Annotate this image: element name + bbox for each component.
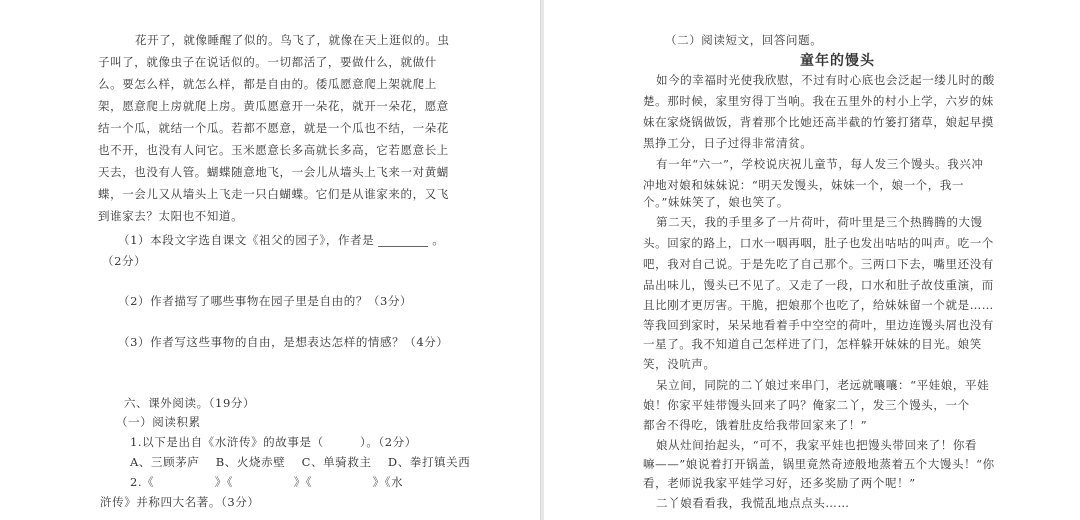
question-1: [118, 233, 444, 247]
story-line: 呆立间，同院的二丫娘过来串门，老远就嚷嚷：“平娃娘，平娃: [656, 378, 990, 392]
story-line: 个。”妹妹笑了，娘也笑了。: [643, 195, 789, 209]
story-line: 楚。那时候，家里穷得丁当响。我在五里外的村小上学，六岁的妹: [643, 94, 994, 108]
story-line: 第二天，我的手里多了一片荷叶，荷叶里是三个热腾腾的大馒: [656, 215, 983, 229]
passage-line: 子叫了，就像虫子在说话似的。一切都活了，要做什么，就做什: [98, 55, 437, 69]
passage-line: 架，愿意爬上房就爬上房。黄瓜愿意开一朵花，就开一朵花，愿意: [98, 99, 449, 113]
multiple-choice-question: 1.以下是出自《水浒传》的故事是（ ）。（2分）: [130, 435, 417, 449]
story-line: 一星了。我不知道自己怎样进了门，怎样躲开妹妹的目光。娘笑: [643, 337, 982, 351]
fill-in-question-line-2: 浒传》并称四大名著。（3分）: [100, 495, 260, 509]
story-line: 娘！你家平娃带馒头回来了吗？俺家二丫，发三个馒头，一个: [643, 398, 970, 412]
author-answer-blank[interactable]: [378, 236, 428, 247]
story-line: 都舍不得吃，饿着肚皮给我带回家来了！”: [643, 418, 868, 432]
story-line: 等我回到家时，呆呆地看着手中空空的荷叶，里边连馒头屑也没有: [643, 318, 994, 332]
passage-line: 到谁家去？太阳也不知道。: [98, 209, 244, 223]
subsection-2-heading: （二）阅读短文，回答问题。: [665, 33, 823, 47]
question-1-score: （2分）: [102, 254, 147, 268]
passage-line: 也不开，也没有人问它。玉米愿意长多高就长多高，它若愿意长上: [98, 143, 449, 157]
story-line: 妹在家烧锅做饭，背着那个比她还高半截的竹篓打猪草，娘起早摸: [643, 115, 994, 129]
story-line: 冲地对娘和妹妹说：“明天发馒头，妹妹一个，娘一个，我一: [643, 178, 965, 192]
question-1-suffix: 。: [432, 233, 445, 247]
passage-line: 蝶，一会儿又从墙头上飞走一只白蝴蝶。它们是从谁家来的，又飞: [98, 187, 449, 201]
story-line: 娘从灶间抬起头，“可不，我家平娃也把馒头带回来了！你看: [656, 438, 978, 452]
story-line: 二丫娘看看我，我慌乱地点点头……: [656, 496, 850, 510]
passage-line: 天去，也没有人管。蝴蝶随意地飞，一会儿从墙头上飞来一对黄蝴: [98, 165, 449, 179]
story-line: 吧，我对自己说。于是先吃了自己那个。三两口下去，嘴里还没有: [643, 257, 994, 271]
story-line: 看，老师说我家平娃学习好，还多奖励了两个呢！”: [643, 476, 916, 490]
story-line: 如今的幸福时光使我欣慰，不过有时心底也会泛起一缕儿时的酸: [656, 73, 995, 87]
question-2: （2）作者描写了哪些事物在园子里是自由的？（3分）: [118, 294, 413, 308]
story-line: 嘛——”娘说着打开锅盖，锅里竟然奇迹般地蒸着五个大馒头！“你: [643, 457, 995, 471]
story-title: 童年的馒头: [800, 53, 875, 69]
fill-in-question-line-1: 2.《 》《 》《 》《水: [130, 475, 404, 489]
passage-line: 么。要怎么样，就怎么样，都是自由的。倭瓜愿意爬上架就爬上: [98, 77, 437, 91]
multiple-choice-options: A、三顾茅庐 B、火烧赤壁 C、单骑救主 D、拳打镇关西: [130, 455, 471, 469]
story-line: 且比刚才更厉害。干脆，把娘那个也吃了，给妹妹留一个就是……: [643, 298, 994, 312]
story-line: 有一年“六一”，学校说庆祝儿童节，每人发三个馒头。我兴冲: [656, 157, 984, 171]
subsection-1-heading: （一）阅读积累: [116, 415, 201, 429]
question-1-prefix: （1）本段文字选自课文《祖父的园子》，作者是: [118, 233, 375, 247]
passage-line: 结一个瓜，就结一个瓜。若都不愿意，就是一个瓜也不结，一朵花: [98, 121, 449, 135]
question-3: （3）作者写这些事物的自由，是想表达怎样的情感？（4分）: [118, 335, 449, 349]
section-6-heading: 六、课外阅读。（19分）: [124, 396, 256, 410]
story-line: 笑，没吭声。: [643, 357, 716, 371]
passage-line: 花开了，就像睡醒了似的。鸟飞了，就像在天上逛似的。虫: [135, 33, 450, 47]
story-line: 黑挣工分，日子过得非常清贫。: [643, 136, 813, 150]
story-line: 头。回家的路上，口水一咽再咽，肚子也发出咕咕的叫声。吃一个: [643, 236, 994, 250]
story-line: 品出味儿，馒头已不见了。又走了一段，口水和肚子故伎重演，而: [643, 278, 994, 292]
